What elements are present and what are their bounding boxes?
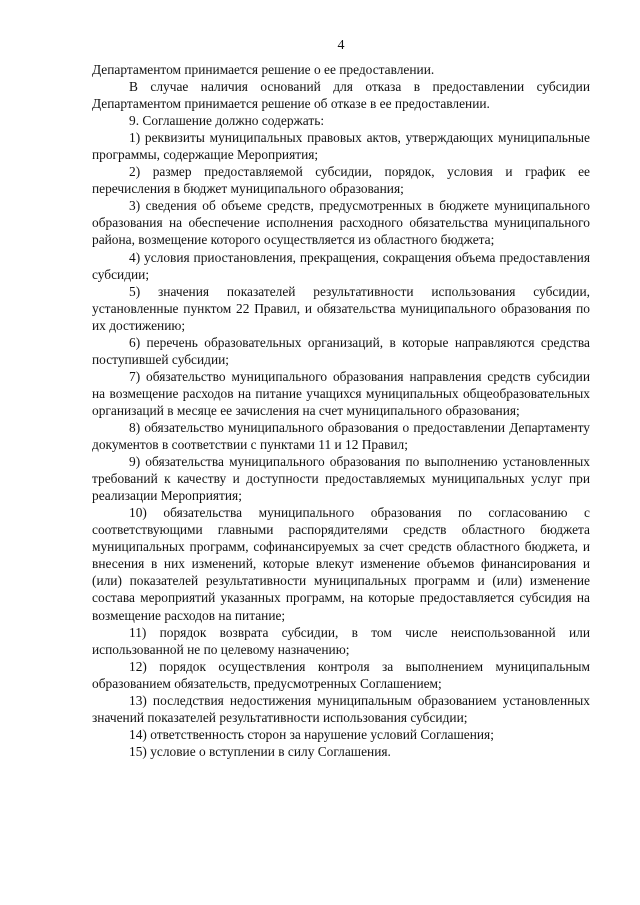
page-number: 4	[337, 38, 345, 53]
list-item-8: 8) обязательство муниципального образования о предоставлении Департаменту документов в соответствии с пунктами 11 и 12 Правил;	[92, 419, 590, 453]
list-item-13: 13) последствия недостижения муниципальным образованием установленных значений показателей результативности использования субсидии;	[92, 692, 590, 725]
list-item-12: 12) порядок осуществления контроля за выполнением муниципальным образованием обязательств, предусмотренных Соглашением;	[92, 658, 590, 691]
list-item-3: 3) сведения об объеме средств, предусмотренных в бюджете муниципального образования на обеспечение исполнения расходного обязательства муниципального района, возмещение которого осуществляется из областного бюджета;	[92, 198, 590, 248]
list-item-6: 6) перечень образовательных организаций, в которые направляются средства поступившей субсидии;	[92, 334, 590, 367]
document-body	[92, 61, 590, 760]
list-item-11: 11) порядок возврата субсидии, в том числе неиспользованной или использованной не по целевому назначению;	[92, 624, 590, 657]
list-item-14: 14) ответственность сторон за нарушение условий Соглашения;	[129, 726, 494, 742]
list-item-4: 4) условия приостановления, прекращения, сокращения объема предоставления субсидии;	[92, 249, 590, 282]
list-item-2: 2) размер предоставляемой субсидии, порядок, условия и график ее перечисления в бюджет муниципального образования;	[92, 164, 590, 197]
paragraph-agreement-contents: 9. Соглашение должно содержать:	[129, 113, 325, 129]
paragraph-refusal: В случае наличия оснований для отказа в предоставлении субсидии Департаментом принимается решение об отказе в ее предоставлении.	[92, 79, 590, 112]
list-item-10: 10) обязательства муниципального образования по согласованию с соответствующими главными распорядителями средств областного бюджета муниципальных программ, софинансируемых за счет средств областного бюджета, и внесения в них изменений, которые влекут изменение объемов финансирования и (или) показателей результативности муниципальных программ и (или) изменение состава мероприятий указанных программ, на которые предоставляется субсидия на возмещение расходов на питание;	[92, 505, 590, 623]
list-item-1: 1) реквизиты муниципальных правовых актов, утверждающих муниципальные программы, содержащие Мероприятия;	[92, 130, 590, 163]
list-item-7: 7) обязательство муниципального образования направления средств субсидии на возмещение расходов на питание учащихся муниципальных общеобразовательных организаций в месяце ее зачисления на счет муниципального образования;	[92, 368, 590, 418]
list-item-15: 15) условие о вступлении в силу Соглашения.	[129, 743, 391, 759]
list-item-9: 9) обязательства муниципального образования по выполнению установленных требований к качеству и доступности предоставляемых муниципальных услуг при реализации Мероприятия;	[92, 454, 590, 504]
list-item-5: 5) значения показателей результативности использования субсидии, установленные пунктом 22 Правил, и обязательства муниципального образования по их достижению;	[92, 283, 590, 333]
paragraph-continuation: Департаментом принимается решение о ее предоставлении.	[92, 62, 435, 77]
